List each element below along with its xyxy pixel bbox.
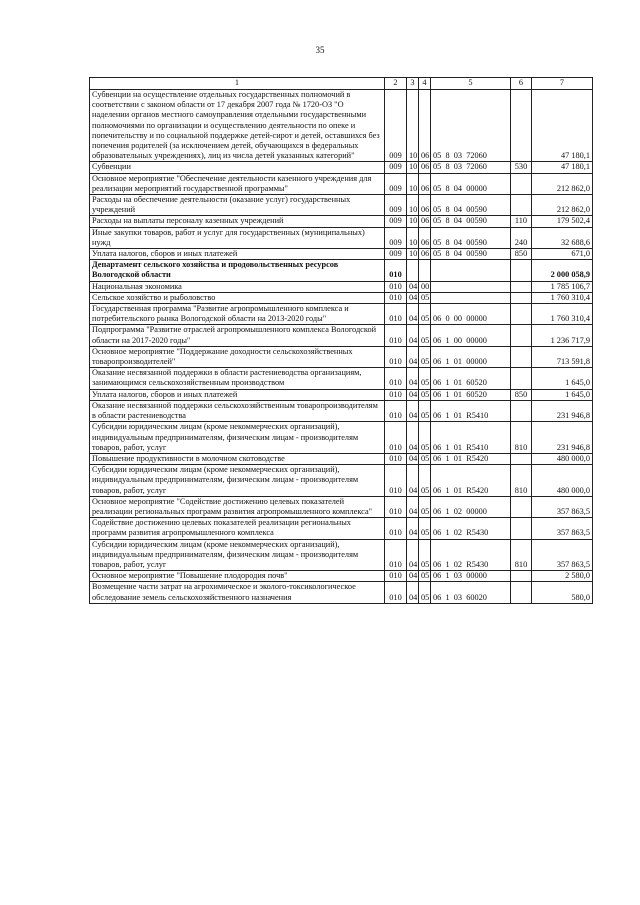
table-header-row <box>90 78 593 90</box>
row-rz-code: 04 <box>407 571 419 582</box>
column-header-6: 6 <box>511 78 532 90</box>
row-rz-code: 04 <box>407 400 419 421</box>
row-sum: 47 180,1 <box>532 90 593 162</box>
row-sum: 1 645,0 <box>532 368 593 389</box>
row-vr-code <box>511 400 532 421</box>
row-csr-code <box>431 292 511 303</box>
row-name-cell: Субсидии юридическим лицам (кроме некоммерческих организаций), индивидуальным предпринимателям, физическим лицам - производителям товаров, работ, услуг <box>90 465 385 497</box>
row-csr-code: 05 8 04 00590 <box>431 249 511 260</box>
row-pr-code <box>419 260 431 281</box>
row-csr-code: 06 1 01 R5410 <box>431 422 511 454</box>
row-pr-code: 05 <box>419 582 431 603</box>
row-csr-code: 06 1 02 R5430 <box>431 539 511 571</box>
row-sum: 357 863,5 <box>532 496 593 517</box>
row-rz-code: 04 <box>407 325 419 346</box>
table-row <box>90 465 593 497</box>
table-row <box>90 325 593 346</box>
row-csr-code: 06 1 02 00000 <box>431 496 511 517</box>
row-rz-code: 04 <box>407 346 419 367</box>
row-gr-code: 010 <box>385 400 407 421</box>
row-vr-code <box>511 453 532 464</box>
row-rz-code: 04 <box>407 292 419 303</box>
column-header-3: 3 <box>407 78 419 90</box>
row-name-cell: Расходы на обеспечение деятельности (оказание услуг) государственных учреждений <box>90 195 385 216</box>
row-name-cell: Сельское хозяйство и рыболовство <box>90 292 385 303</box>
row-pr-code: 05 <box>419 389 431 400</box>
table-row <box>90 227 593 248</box>
row-pr-code: 05 <box>419 292 431 303</box>
budget-table <box>89 77 593 604</box>
row-name-cell: Уплата налогов, сборов и иных платежей <box>90 249 385 260</box>
row-sum: 1 645,0 <box>532 389 593 400</box>
row-sum: 480 000,0 <box>532 465 593 497</box>
row-name-cell: Возмещение части затрат на агрохимическое и эколого-токсикологическое обследование земель сельскохозяйственного назначения <box>90 582 385 603</box>
table-row <box>90 496 593 517</box>
row-sum: 580,0 <box>532 582 593 603</box>
row-csr-code: 05 8 04 00590 <box>431 195 511 216</box>
table-row <box>90 539 593 571</box>
row-vr-code <box>511 571 532 582</box>
row-name-cell: Государственная программа "Развитие агропромышленного комплекса и потребительского рынка Вологодской области на 2013-2020 годы" <box>90 304 385 325</box>
row-gr-code: 010 <box>385 465 407 497</box>
row-sum: 179 502,4 <box>532 216 593 227</box>
row-sum: 480 000,0 <box>532 453 593 464</box>
table-row <box>90 422 593 454</box>
row-sum: 231 946,8 <box>532 400 593 421</box>
row-vr-code: 850 <box>511 249 532 260</box>
row-csr-code: 06 0 00 00000 <box>431 304 511 325</box>
table-row <box>90 173 593 194</box>
row-vr-code: 810 <box>511 539 532 571</box>
row-name-cell: Повышение продуктивности в молочном скотоводстве <box>90 453 385 464</box>
row-pr-code: 06 <box>419 90 431 162</box>
row-pr-code: 05 <box>419 368 431 389</box>
row-csr-code: 06 1 01 60520 <box>431 389 511 400</box>
row-name-cell: Национальная экономика <box>90 281 385 292</box>
row-name-cell: Основное мероприятие "Поддержание доходности сельскохозяйственных товаропроизводителей" <box>90 346 385 367</box>
row-csr-code: 06 1 01 R5410 <box>431 400 511 421</box>
row-name-cell: Подпрограмма "Развитие отраслей агропромышленного комплекса Вологодской области на 2017-2020 годы" <box>90 325 385 346</box>
row-rz-code: 04 <box>407 539 419 571</box>
row-sum: 671,0 <box>532 249 593 260</box>
row-pr-code: 06 <box>419 249 431 260</box>
row-csr-code: 06 1 00 00000 <box>431 325 511 346</box>
row-gr-code: 010 <box>385 346 407 367</box>
column-header-7: 7 <box>532 78 593 90</box>
row-vr-code <box>511 346 532 367</box>
column-header-2: 2 <box>385 78 407 90</box>
row-gr-code: 010 <box>385 368 407 389</box>
row-name-cell: Субсидии юридическим лицам (кроме некоммерческих организаций), индивидуальным предпринимателям, физическим лицам - производителям товаров, работ, услуг <box>90 539 385 571</box>
row-name-cell: Субвенции <box>90 162 385 173</box>
row-gr-code: 010 <box>385 496 407 517</box>
table-row <box>90 292 593 303</box>
row-vr-code: 850 <box>511 389 532 400</box>
row-vr-code <box>511 195 532 216</box>
row-gr-code: 009 <box>385 90 407 162</box>
row-gr-code: 010 <box>385 582 407 603</box>
row-rz-code: 10 <box>407 227 419 248</box>
row-name-cell: Субсидии юридическим лицам (кроме некоммерческих организаций), индивидуальным предпринимателям, физическим лицам - производителям товаров, работ, услуг <box>90 422 385 454</box>
row-rz-code: 04 <box>407 368 419 389</box>
row-rz-code: 04 <box>407 389 419 400</box>
row-sum: 1 236 717,9 <box>532 325 593 346</box>
row-gr-code: 010 <box>385 539 407 571</box>
row-pr-code: 05 <box>419 539 431 571</box>
row-rz-code: 10 <box>407 90 419 162</box>
row-rz-code: 04 <box>407 281 419 292</box>
row-rz-code: 04 <box>407 496 419 517</box>
row-sum: 47 180,1 <box>532 162 593 173</box>
row-name-cell: Основное мероприятие "Повышение плодородия почв" <box>90 571 385 582</box>
row-csr-code: 05 8 04 00000 <box>431 173 511 194</box>
row-name-cell: Уплата налогов, сборов и иных платежей <box>90 389 385 400</box>
row-sum: 231 946,8 <box>532 422 593 454</box>
row-csr-code: 06 1 01 00000 <box>431 346 511 367</box>
row-pr-code: 05 <box>419 422 431 454</box>
table-row <box>90 368 593 389</box>
row-sum: 1 785 106,7 <box>532 281 593 292</box>
row-vr-code: 810 <box>511 465 532 497</box>
row-gr-code: 010 <box>385 422 407 454</box>
row-rz-code: 04 <box>407 518 419 539</box>
row-vr-code <box>511 281 532 292</box>
row-rz-code: 10 <box>407 195 419 216</box>
row-pr-code: 06 <box>419 173 431 194</box>
row-vr-code <box>511 173 532 194</box>
table-row <box>90 346 593 367</box>
row-name-cell: Содействие достижению целевых показателей реализации региональных программ развития агропромышленного комплекса <box>90 518 385 539</box>
row-rz-code: 04 <box>407 422 419 454</box>
row-pr-code: 05 <box>419 346 431 367</box>
row-pr-code: 05 <box>419 518 431 539</box>
row-gr-code: 010 <box>385 292 407 303</box>
row-csr-code: 06 1 01 R5420 <box>431 465 511 497</box>
row-sum: 212 862,0 <box>532 173 593 194</box>
row-pr-code: 05 <box>419 571 431 582</box>
row-sum: 32 688,6 <box>532 227 593 248</box>
column-header-5: 5 <box>431 78 511 90</box>
row-vr-code <box>511 260 532 281</box>
row-gr-code: 010 <box>385 518 407 539</box>
row-csr-code: 05 8 04 00590 <box>431 227 511 248</box>
table-row <box>90 400 593 421</box>
row-csr-code: 05 8 03 72060 <box>431 162 511 173</box>
row-sum: 357 863,5 <box>532 518 593 539</box>
row-pr-code: 05 <box>419 325 431 346</box>
row-gr-code: 010 <box>385 325 407 346</box>
row-sum: 1 760 310,4 <box>532 304 593 325</box>
table-row <box>90 195 593 216</box>
row-pr-code: 05 <box>419 453 431 464</box>
row-sum: 2 580,0 <box>532 571 593 582</box>
row-gr-code: 010 <box>385 453 407 464</box>
row-rz-code: 04 <box>407 582 419 603</box>
row-rz-code: 04 <box>407 465 419 497</box>
row-rz-code: 10 <box>407 216 419 227</box>
row-gr-code: 009 <box>385 249 407 260</box>
row-csr-code: 06 1 03 60020 <box>431 582 511 603</box>
row-gr-code: 010 <box>385 260 407 281</box>
column-header-4: 4 <box>419 78 431 90</box>
row-gr-code: 010 <box>385 304 407 325</box>
table-row <box>90 216 593 227</box>
row-gr-code: 009 <box>385 173 407 194</box>
row-gr-code: 009 <box>385 162 407 173</box>
table-row <box>90 389 593 400</box>
row-csr-code: 05 8 04 00590 <box>431 216 511 227</box>
row-pr-code: 06 <box>419 195 431 216</box>
row-csr-code: 06 1 01 R5420 <box>431 453 511 464</box>
table-row <box>90 90 593 162</box>
row-rz-code: 10 <box>407 249 419 260</box>
row-sum: 713 591,8 <box>532 346 593 367</box>
row-sum: 1 760 310,4 <box>532 292 593 303</box>
row-vr-code <box>511 90 532 162</box>
row-pr-code: 05 <box>419 465 431 497</box>
row-csr-code <box>431 281 511 292</box>
row-rz-code: 10 <box>407 173 419 194</box>
row-pr-code: 05 <box>419 496 431 517</box>
table-row <box>90 453 593 464</box>
row-pr-code: 06 <box>419 227 431 248</box>
row-rz-code: 10 <box>407 162 419 173</box>
row-pr-code: 06 <box>419 162 431 173</box>
row-vr-code <box>511 582 532 603</box>
row-vr-code <box>511 496 532 517</box>
row-name-cell: Иные закупки товаров, работ и услуг для государственных (муниципальных) нужд <box>90 227 385 248</box>
table-row <box>90 582 593 603</box>
table-row <box>90 162 593 173</box>
row-vr-code <box>511 518 532 539</box>
row-csr-code: 06 1 03 00000 <box>431 571 511 582</box>
row-name-cell: Оказание несвязанной поддержки сельскохозяйственным товаропроизводителям в области растениеводства <box>90 400 385 421</box>
row-rz-code: 04 <box>407 453 419 464</box>
row-vr-code: 530 <box>511 162 532 173</box>
row-sum: 2 000 058,9 <box>532 260 593 281</box>
column-header-1: 1 <box>90 78 385 90</box>
table-row <box>90 518 593 539</box>
row-gr-code: 010 <box>385 389 407 400</box>
row-sum: 357 863,5 <box>532 539 593 571</box>
table-row <box>90 249 593 260</box>
row-pr-code: 05 <box>419 400 431 421</box>
row-gr-code: 009 <box>385 195 407 216</box>
page-number: 35 <box>315 45 325 55</box>
table-row <box>90 260 593 281</box>
row-name-cell: Основное мероприятие "Содействие достижению целевых показателей реализации региональных программ развития агропромышленного комплекса" <box>90 496 385 517</box>
row-pr-code: 00 <box>419 281 431 292</box>
row-vr-code: 240 <box>511 227 532 248</box>
row-rz-code <box>407 260 419 281</box>
row-vr-code <box>511 368 532 389</box>
row-name-cell: Основное мероприятие "Обеспечение деятельности казенного учреждения для реализации мероприятий государственной программы" <box>90 173 385 194</box>
row-gr-code: 009 <box>385 216 407 227</box>
table-row <box>90 281 593 292</box>
row-vr-code <box>511 325 532 346</box>
row-pr-code: 06 <box>419 216 431 227</box>
row-name-cell: Расходы на выплаты персоналу казенных учреждений <box>90 216 385 227</box>
row-gr-code: 010 <box>385 281 407 292</box>
row-vr-code: 810 <box>511 422 532 454</box>
row-name-cell: Департамент сельского хозяйства и продовольственных ресурсов Вологодской области <box>90 260 385 281</box>
row-rz-code: 04 <box>407 304 419 325</box>
row-vr-code <box>511 292 532 303</box>
row-csr-code: 06 1 02 R5430 <box>431 518 511 539</box>
row-name-cell: Субвенции на осуществление отдельных государственных полномочий в соответствии с законом области от 17 декабря 2007 года № 1720-ОЗ "О наделении органов местного самоуправления отдельными государственными полномочиями по организации и осуществлению деятельности по опеке и попечительству и по социальной поддержке детей-сирот и детей, оставшихся без попечения родителей (за исключением детей, обучающихся в федеральных образовательных учреждениях), лиц из числа детей указанных категорий" <box>90 90 385 162</box>
row-csr-code: 05 8 03 72060 <box>431 90 511 162</box>
row-gr-code: 010 <box>385 571 407 582</box>
row-csr-code <box>431 260 511 281</box>
row-vr-code: 110 <box>511 216 532 227</box>
table-row <box>90 304 593 325</box>
row-gr-code: 009 <box>385 227 407 248</box>
row-vr-code <box>511 304 532 325</box>
table-row <box>90 571 593 582</box>
row-pr-code: 05 <box>419 304 431 325</box>
row-csr-code: 06 1 01 60520 <box>431 368 511 389</box>
row-name-cell: Оказание несвязанной поддержки в области растениеводства организациям, занимающимся сельскохозяйственным производством <box>90 368 385 389</box>
row-sum: 212 862,0 <box>532 195 593 216</box>
